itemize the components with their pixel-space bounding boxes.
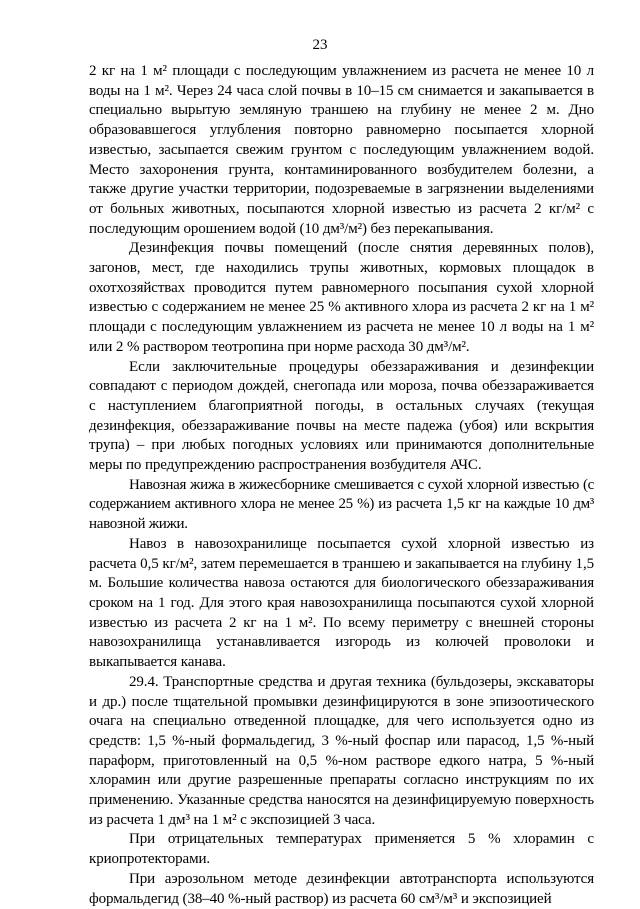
paragraph-manure-storage: Навоз в навозохранилище посыпается сухой хлорной известью из расчета 0,5 кг/м², затем перемешается в траншею и закапывается на глубину 1,5 м. Большие количества навоза остаются для биологического обеззараживания сроком на 1 год. Для этого края навозохранилища посыпаются сухой хлорной известью из расчета 2 кг на 1 м². По всему периметру с внешней стороны навозохранилища устанавливается изгородь из колючей проволоки и выкапывается канава. (89, 535, 594, 671)
paragraph-negative-temperatures: При отрицательных температурах применяется 5 % хлорамин с криопротекторами. (89, 831, 594, 868)
paragraph-weather-conditions: Если заключительные процедуры обеззараживания и дезинфекции совпадают с периодом дождей, снегопада или мороза, почва обеззараживается с наступлением благоприятной погоды, в остальных случаях (текущая дезинфекция, обеззараживание почвы на месте падежа (убоя) или вскрытия трупа) – при любых погодных условиях или принимаются дополнительные меры по предупреждению распространения возбудителя АЧС. (89, 358, 594, 474)
paragraph-soil-treatment: 2 кг на 1 м² площади с последующим увлажнением из расчета не менее 10 л воды на 1 м². Через 24 часа слой почвы в 10–15 см снимается и закапывается в специально вырытую земляную траншею на глубину не менее 2 м. Дно образовавшегося углубления повторно равномерно посыпается хлорной известью, засыпается свежим грунтом с последующим увлажнением водой. Место захоронения грунта, контаминированного возбудителем болезни, а также другие участки территории, подозреваемые в загрязнении выделениями от больных животных, посыпаются хлорной известью из расчета 2 кг/м² с последующим орошением водой (10 дм³/м²) без перекапывания. (89, 63, 594, 237)
paragraph-aerosol-method: При аэрозольном методе дезинфекции автотранспорта используются формальдегид (38–40 %-ный раствор) из расчета 60 см³/м³ и экспозицией (89, 870, 594, 907)
paragraph-premises-soil-disinfection: Дезинфекция почвы помещений (после снятия деревянных полов), загонов, мест, где находились трупы животных, кормовых площадок в охотхозяйствах проводится путем равномерного посыпания сухой хлорной известью с содержанием не менее 25 % активного хлора из расчета 2 кг на 1 м² площади с последующим увлажнением из расчета не менее 10 л воды на 1 м² или 2 % раствором теотропина при норме расхода 30 дм³/м². (89, 240, 594, 355)
paragraph-slurry: Навозная жижа в жижесборнике смешивается с сухой хлорной известью (с содержанием активного хлора не менее 25 %) из расчета 1,5 кг на каждые 10 дм³ навозной жижи. (89, 476, 594, 533)
page-body (89, 62, 594, 909)
page-number: 23 (312, 37, 328, 53)
paragraph-vehicles-disinfection: 29.4. Транспортные средства и другая техника (бульдозеры, экскаваторы и др.) после тщательной промывки дезинфицируются в зоне эпизоотического очага на специально отведенной площадке, для чего используется одно из средств: 1,5 %-ный формальдегид, 3 %-ный фоспар или парасод, 1,5 %-ный параформ, приготовленный на 0,5 %-ном растворе едкого натра, 5 %-ный хлорамин или другие разрешенные препараты согласно инструкциям по их применению. Указанные средства наносятся на дезинфицируемую поверхность из расчета 1 дм³ на 1 м² с экспозицией 3 часа. (89, 673, 594, 828)
